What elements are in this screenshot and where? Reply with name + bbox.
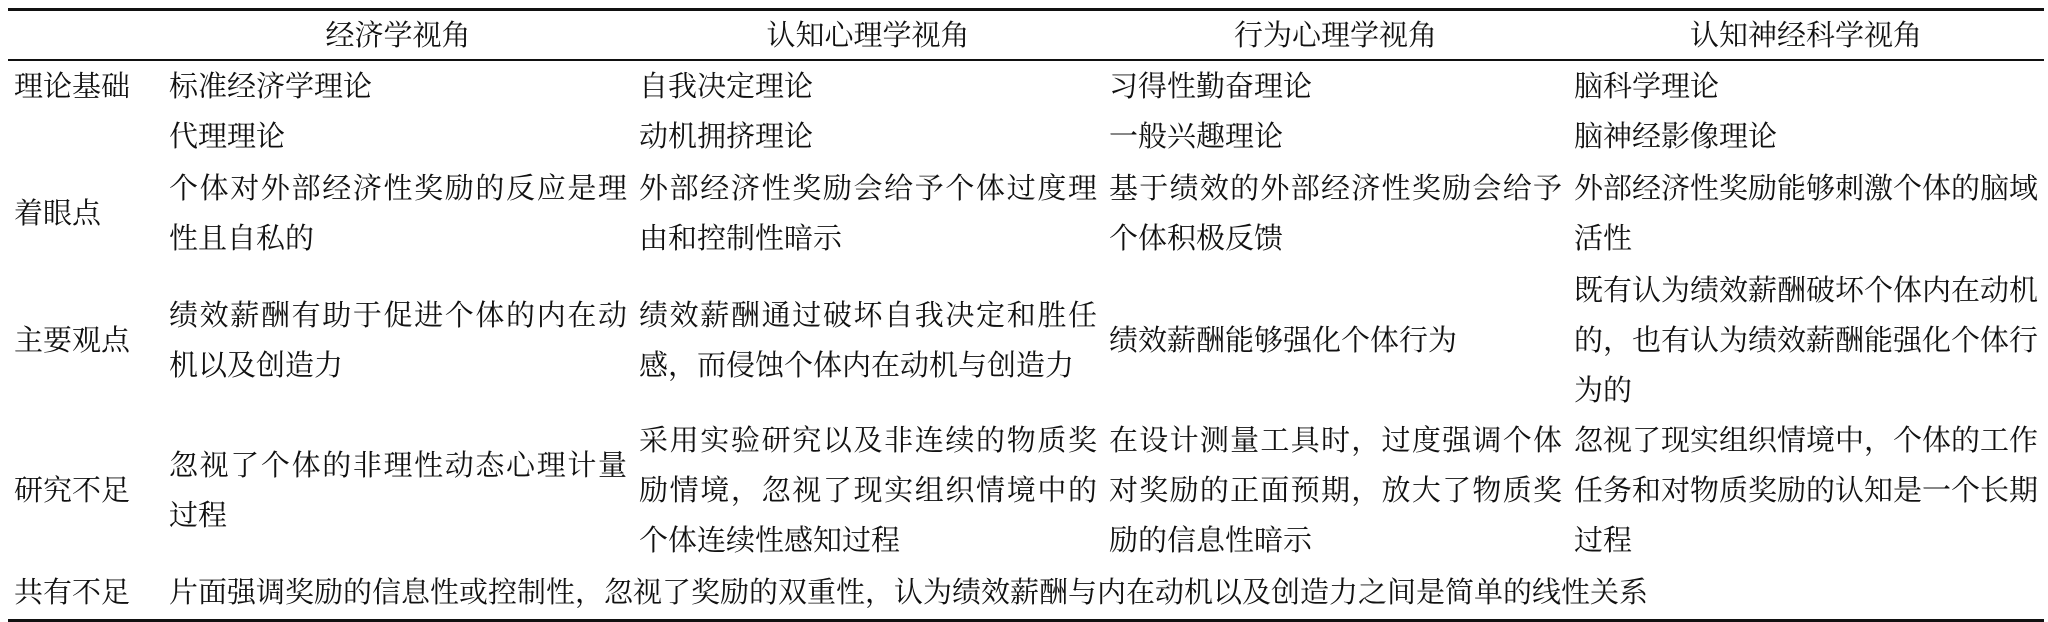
cell-views-neuroscience: 既有认为绩效薪酬破坏个体内在动机的，也有认为绩效薪酬能强化个体行为的 [1574, 273, 2039, 407]
row-common-deficiency [8, 565, 2044, 621]
row-label-main-views: 主要观点 [14, 323, 131, 357]
row-label-focus: 着眼点 [14, 196, 102, 230]
row-main-views [8, 265, 2044, 415]
row-label-theory-basis: 理论基础 [14, 69, 131, 103]
theory-item: 自我决定理论 [639, 69, 814, 103]
row-label-common-deficiency: 共有不足 [14, 575, 131, 609]
theory-item: 习得性勤奋理论 [1109, 69, 1313, 103]
cell-focus-cognitive: 外部经济性奖励会给予个体过度理由和控制性暗示 [639, 171, 1097, 255]
theory-item: 动机拥挤理论 [639, 119, 814, 153]
cell-deficiency-behavioral: 在设计测量工具时，过度强调个体对奖励的正面预期，放大了物质奖励的信息性暗示 [1109, 423, 1562, 557]
theory-item: 标准经济学理论 [169, 69, 373, 103]
cell-deficiency-cognitive: 采用实验研究以及非连续的物质奖励情境，忽视了现实组织情境中的个体连续性感知过程 [639, 423, 1097, 557]
cell-basis-economics [163, 60, 633, 161]
cell-basis-cognitive [633, 60, 1103, 161]
row-label-deficiency: 研究不足 [14, 473, 131, 507]
header-row [8, 10, 2044, 61]
cell-views-behavioral: 绩效薪酬能够强化个体行为 [1109, 323, 1458, 357]
cell-focus-neuroscience: 外部经济性奖励能够刺激个体的脑域活性 [1574, 171, 2039, 255]
cell-deficiency-economics: 忽视了个体的非理性动态心理计量过程 [169, 448, 627, 532]
row-deficiency [8, 415, 2044, 565]
theory-item: 脑神经影像理论 [1574, 119, 1778, 153]
cell-focus-behavioral: 基于绩效的外部经济性奖励会给予个体积极反馈 [1109, 171, 1562, 255]
header-cognitive-psychology: 认知心理学视角 [766, 18, 970, 52]
row-focus [8, 161, 2044, 265]
row-theory-basis [8, 60, 2044, 161]
theory-item: 一般兴趣理论 [1109, 119, 1284, 153]
cell-views-cognitive: 绩效薪酬通过破坏自我决定和胜任感，而侵蚀个体内在动机与创造力 [639, 298, 1097, 382]
theory-item: 脑科学理论 [1574, 69, 1720, 103]
theory-item: 代理理论 [169, 119, 286, 153]
cell-basis-behavioral [1103, 60, 1568, 161]
comparison-table-container [8, 8, 2044, 622]
header-behavioral-psychology: 行为心理学视角 [1233, 18, 1437, 52]
comparison-table [8, 8, 2044, 622]
header-corner [8, 10, 163, 61]
cell-deficiency-neuroscience: 忽视了现实组织情境中，个体的工作任务和对物质奖励的认知是一个长期过程 [1574, 423, 2039, 557]
cell-basis-neuroscience [1568, 60, 2044, 161]
header-cognitive-neuroscience: 认知神经科学视角 [1689, 18, 1922, 52]
cell-focus-economics: 个体对外部经济性奖励的反应是理性且自私的 [169, 171, 627, 255]
header-economics: 经济学视角 [325, 18, 471, 52]
cell-views-economics: 绩效薪酬有助于促进个体的内在动机以及创造力 [169, 298, 627, 382]
cell-common-deficiency: 片面强调奖励的信息性或控制性，忽视了奖励的双重性，认为绩效薪酬与内在动机以及创造力之间是简单的线性关系 [169, 575, 1649, 609]
